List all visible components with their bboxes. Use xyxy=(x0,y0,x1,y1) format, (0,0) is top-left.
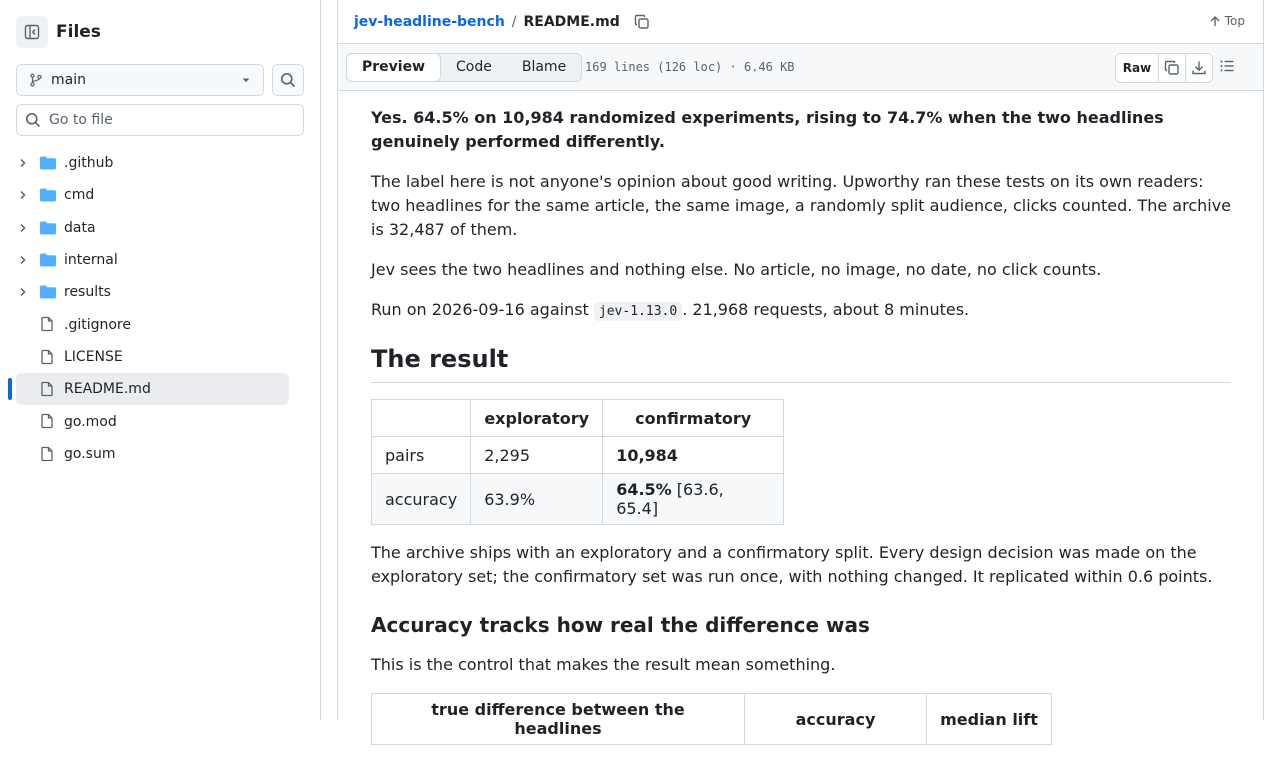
folder-icon xyxy=(39,187,57,207)
table-header: exploratory xyxy=(471,400,603,437)
download-icon xyxy=(1191,60,1207,76)
heading-accuracy: Accuracy tracks how real the difference was xyxy=(371,613,870,637)
go-to-file-input[interactable] xyxy=(49,112,289,128)
folder-icon xyxy=(39,284,57,304)
tree-item-internal[interactable] xyxy=(0,244,321,276)
table-header: confirmatory xyxy=(603,400,784,437)
download-button[interactable] xyxy=(1185,54,1212,82)
top-label: Top xyxy=(1224,14,1245,28)
copy-icon xyxy=(634,14,650,30)
table-cell xyxy=(603,474,784,525)
sidebar-collapse-icon xyxy=(24,24,40,40)
branch-selector[interactable] xyxy=(16,64,264,96)
table-header xyxy=(372,400,471,437)
tree-item-label: go.sum xyxy=(64,445,116,462)
search-button[interactable] xyxy=(272,64,304,96)
run-info-text: . 21,968 requests, about 8 minutes. xyxy=(682,300,970,319)
arrow-up-icon xyxy=(1209,15,1221,27)
file-view xyxy=(337,0,1264,738)
tab-blame[interactable]: Blame xyxy=(521,59,567,75)
tree-item-license[interactable] xyxy=(0,341,321,373)
table-row xyxy=(372,474,784,525)
caret-down-icon xyxy=(241,75,251,85)
readme-paragraph: The archive ships with an exploratory and a confirmatory split. Every design decision was made on the exploratory set; the confirmatory set was run once, with nothing changed. It replicated within 0.6 points. xyxy=(371,543,1213,586)
tree-item-label: internal xyxy=(64,252,118,269)
chevron-right-icon[interactable] xyxy=(17,286,29,302)
file-icon xyxy=(39,316,55,336)
view-mode-tabs xyxy=(346,53,582,82)
table-cell: 2,295 xyxy=(471,437,603,474)
tree-item-label: .github xyxy=(64,155,114,172)
sidebar-title: Files xyxy=(56,22,101,42)
tree-item-label: results xyxy=(64,284,111,301)
tree-item-data[interactable] xyxy=(0,212,321,244)
file-sidebar xyxy=(0,0,321,720)
selected-highlight xyxy=(16,373,289,405)
raw-button[interactable]: Raw xyxy=(1122,61,1152,75)
chevron-right-icon[interactable] xyxy=(17,222,29,238)
difference-table xyxy=(371,693,1052,745)
tree-item-label: data xyxy=(64,219,96,236)
selected-indicator xyxy=(8,378,12,400)
file-tree xyxy=(0,147,321,470)
branch-name: main xyxy=(51,72,86,88)
tree-item-readme-md[interactable] xyxy=(0,373,321,405)
file-icon xyxy=(39,446,55,466)
tree-item-cmd[interactable] xyxy=(0,179,321,211)
table-row xyxy=(372,437,784,474)
table-header-row xyxy=(372,694,1052,745)
table-cell: accuracy xyxy=(372,474,471,525)
tree-item-label: LICENSE xyxy=(64,348,123,365)
tree-item-go-sum[interactable] xyxy=(0,438,321,470)
table-header-row xyxy=(372,400,784,437)
outline-button[interactable] xyxy=(1219,58,1235,78)
tree-item-github[interactable] xyxy=(0,147,321,179)
search-icon xyxy=(25,112,41,128)
table-cell: pairs xyxy=(372,437,471,474)
collapse-sidebar-button[interactable] xyxy=(16,16,48,48)
breadcrumb-separator: / xyxy=(511,13,517,30)
list-unordered-icon xyxy=(1219,58,1235,74)
version-code: jev-1.13.0 xyxy=(594,302,682,321)
chevron-right-icon[interactable] xyxy=(17,254,29,270)
readme-paragraph: This is the control that makes the result mean something. xyxy=(371,655,836,674)
file-icon xyxy=(39,349,55,369)
readme-lead: Yes. 64.5% on 10,984 randomized experiments, rising to 74.7% when the two headlines genuinely performed differently. xyxy=(371,108,1164,151)
tree-item-go-mod[interactable] xyxy=(0,405,321,437)
breadcrumb-repo-link[interactable]: jev-headline-bench xyxy=(354,13,505,30)
tree-item-gitignore[interactable] xyxy=(0,308,321,340)
table-cell xyxy=(603,437,784,474)
heading-result: The result xyxy=(371,345,1231,383)
file-meta: 169 lines (126 loc) · 6.46 KB xyxy=(585,60,795,74)
table-cell: 63.9% xyxy=(471,474,603,525)
readme-content xyxy=(371,91,1231,761)
table-header: accuracy xyxy=(745,694,927,745)
result-table xyxy=(371,399,784,525)
copy-raw-button[interactable] xyxy=(1158,54,1185,82)
table-header: median lift xyxy=(927,694,1052,745)
tab-preview[interactable]: Preview xyxy=(346,53,441,82)
readme-paragraph: The label here is not anyone's opinion about good writing. Upworthy ran these tests on its own readers: two headlines for the same article, the same image, a randomly split audience, clicks counted. The archive is 32,487 of them. xyxy=(371,172,1232,239)
file-icon xyxy=(39,381,55,401)
cell-bold-value: 10,984 xyxy=(616,445,678,465)
readme-paragraph: Jev sees the two headlines and nothing else. No article, no image, no date, no click counts. xyxy=(371,260,1102,279)
search-icon xyxy=(280,72,296,88)
go-to-file-field[interactable] xyxy=(16,104,304,136)
run-info-text: Run on 2026-09-16 against xyxy=(371,300,594,319)
file-header xyxy=(338,0,1263,44)
breadcrumb-file: README.md xyxy=(523,13,620,30)
folder-icon xyxy=(39,155,57,175)
cell-value: [63.6, 65.4] xyxy=(616,480,724,518)
copy-path-button[interactable] xyxy=(634,14,650,30)
tab-code[interactable]: Code xyxy=(456,59,492,75)
tree-item-label: cmd xyxy=(64,187,95,204)
file-actions xyxy=(1115,53,1213,83)
git-branch-icon xyxy=(29,73,43,87)
tree-item-label: README.md xyxy=(64,381,151,398)
file-icon xyxy=(39,413,55,433)
folder-icon xyxy=(39,252,57,272)
chevron-right-icon[interactable] xyxy=(17,157,29,173)
tree-item-results[interactable] xyxy=(0,276,321,308)
folder-icon xyxy=(39,220,57,240)
chevron-right-icon[interactable] xyxy=(17,189,29,205)
top-button[interactable] xyxy=(1209,14,1245,28)
tree-item-label: go.mod xyxy=(64,413,117,430)
tree-item-label: .gitignore xyxy=(64,316,131,333)
table-header: true difference between the headlines xyxy=(372,694,745,745)
file-toolbar xyxy=(338,45,1263,91)
copy-icon xyxy=(1164,60,1180,76)
sidebar-header xyxy=(16,16,101,48)
readme-run-info xyxy=(371,298,1231,324)
cell-bold-value: 64.5% xyxy=(616,480,672,499)
